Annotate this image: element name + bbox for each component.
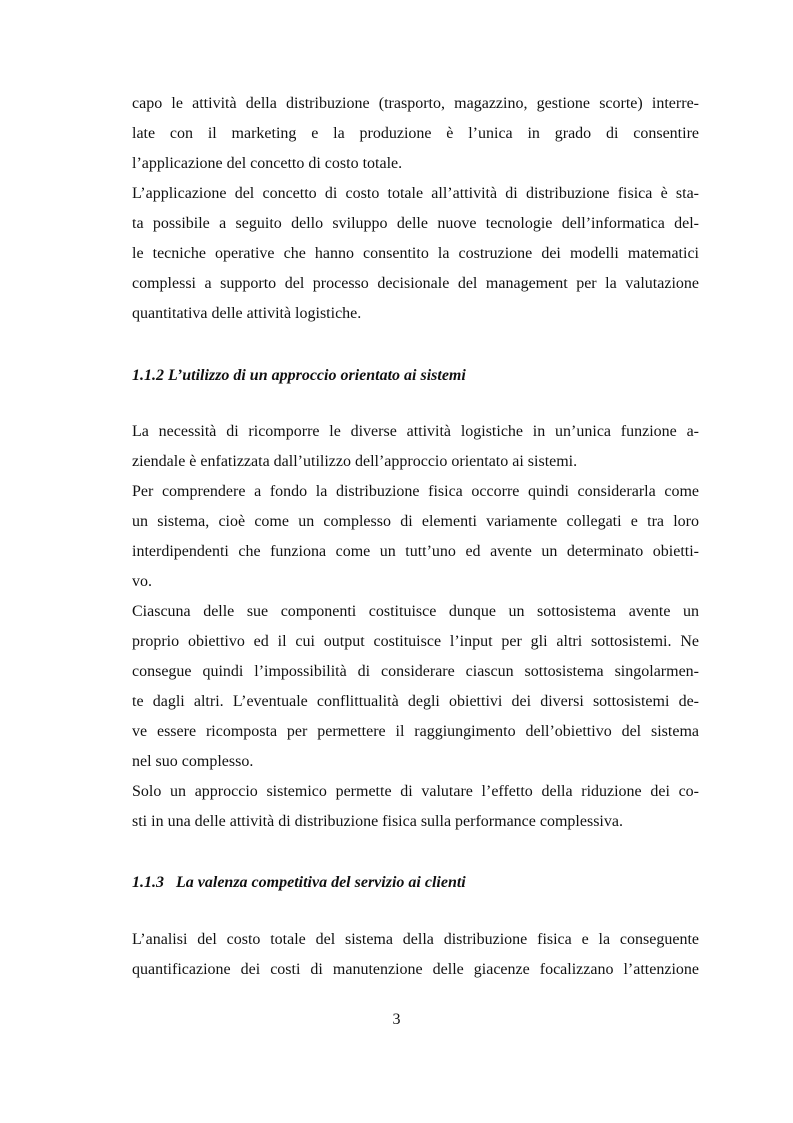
section-heading: 1.1.2 L’utilizzo di un approccio orientato ai sistemi (132, 367, 466, 384)
text-line: le tecniche operative che hanno consentito la costruzione dei modelli matematici (132, 245, 699, 262)
text-line: un sistema, cioè come un complesso di elementi variamente collegati e tra loro (132, 513, 699, 530)
text-line: quantitativa delle attività logistiche. (132, 305, 362, 322)
text-line: l’applicazione del concetto di costo totale. (132, 155, 403, 172)
paragraph-continuation (132, 89, 699, 329)
text-line: Per comprendere a fondo la distribuzione fisica occorre quindi considerarla come (132, 483, 699, 500)
text-line: L’applicazione del concetto di costo totale all’attività di distribuzione fisica è sta- (132, 185, 699, 202)
text-line: proprio obiettivo ed il cui output costituisce l’input per gli altri sottosistemi. Ne (132, 633, 699, 650)
text-line: ve essere ricomposta per permettere il raggiungimento dell’obiettivo del sistema (132, 723, 699, 740)
text-line: capo le attività della distribuzione (trasporto, magazzino, gestione scorte) interre- (132, 95, 699, 112)
text-line: quantificazione dei costi di manutenzione delle giacenze focalizzano l’attenzione (132, 961, 699, 978)
text-line: complessi a supporto del processo decisionale del management per la valutazione (132, 275, 699, 292)
text-line: nel suo complesso. (132, 753, 254, 770)
text-line: L’analisi del costo totale del sistema della distribuzione fisica e la conseguente (132, 931, 699, 948)
section-heading: 1.1.3 La valenza competitiva del servizio ai clienti (132, 874, 466, 891)
text-line: vo. (132, 573, 152, 590)
text-line: te dagli altri. L’eventuale conflittualità degli obiettivi dei diversi sottosistemi de- (132, 693, 699, 710)
text-line: Solo un approccio sistemico permette di valutare l’effetto della riduzione dei co- (132, 783, 699, 800)
text-line: ta possibile a seguito dello sviluppo delle nuove tecnologie dell’informatica del- (132, 215, 699, 232)
text-line: consegue quindi l’impossibilità di considerare ciascun sottosistema singolarmen- (132, 663, 699, 680)
text-line: interdipendenti che funziona come un tutt’uno ed avente un determinato obietti- (132, 543, 699, 560)
page-number: 3 (392, 1011, 401, 1028)
text-line: Ciascuna delle sue componenti costituisce dunque un sottosistema avente un (132, 603, 699, 620)
text-line: La necessità di ricomporre le diverse attività logistiche in un’unica funzione a- (132, 423, 699, 440)
section-body (132, 417, 699, 837)
text-line: ziendale è enfatizzata dall’utilizzo dell’approccio orientato ai sistemi. (132, 453, 578, 470)
section-body (132, 925, 699, 985)
text-line: late con il marketing e la produzione è l’unica in grado di consentire (132, 125, 699, 142)
text-line: sti in una delle attività di distribuzione fisica sulla performance complessiva. (132, 813, 623, 830)
